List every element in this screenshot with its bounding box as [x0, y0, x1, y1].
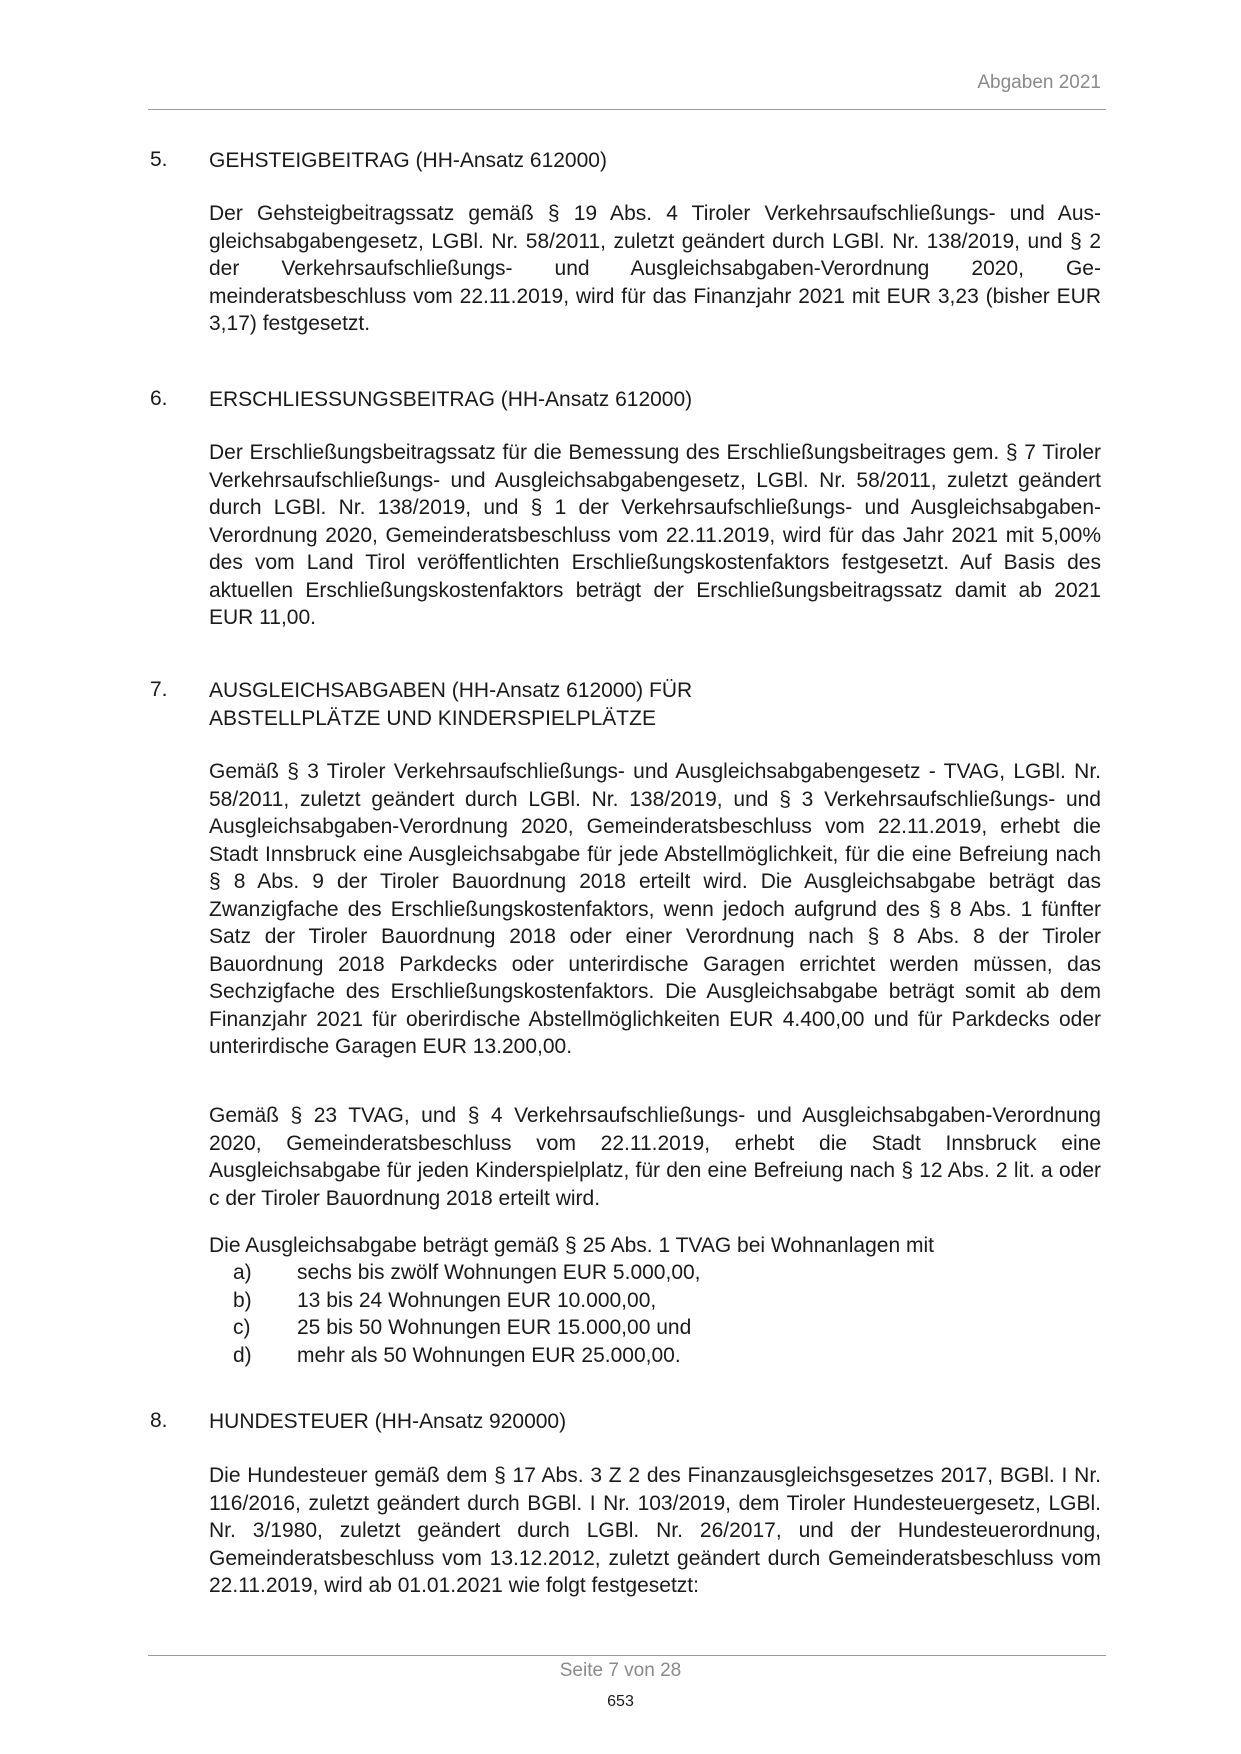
section-7-title-line1: AUSGLEICHSABGABEN (HH-Ansatz 612000) FÜR — [209, 679, 693, 702]
section-7-paragraph-3: Die Ausgleichsabgabe beträgt gemäß § 25 Abs. 1 TVAG bei Wohnanlagen mit — [209, 1234, 934, 1257]
section-6-paragraph: Der Erschließungsbeitragssatz für die Bemessung des Erschließungsbeitrages gem. § 7 Tiroler Verkehrsaufschließungs- und Ausgleichsabgabengesetz, LGBl. Nr. 58/2011, zuletzt geändert durch LGBl. Nr. 138/2019, und § 1 der Verkehrsaufschließungs- und Ausgleichsabgaben-Verordnung 2020, Gemeinderatsbeschluss vom 22.11.2019, wird für das Jahr 2021 mit 5,00% des vom Land Tirol veröffentlichten Erschließungskostenfaktors festgesetzt. Auf Basis des aktuellen Erschließungskostenfaktors beträgt der Erschließungsbeitragssatz damit ab 2021 EUR 11,00. — [209, 441, 1101, 629]
list-item — [209, 1259, 1101, 1287]
list-item-letter: b) — [233, 1288, 252, 1312]
section-5-number: 5. — [150, 148, 168, 171]
section-8-paragraph: Die Hundesteuer gemäß dem § 17 Abs. 3 Z 2 des Finanzausgleichsgesetzes 2017, BGBl. I Nr. 116/2016, zuletzt geändert durch BGBl. I Nr. 103/2019, dem Tiroler Hundesteuergesetz, LGBl. Nr. 3/1980, zuletzt geändert durch LGBl. Nr. 26/2017, und der Hundesteuerordnung, Gemeinderatsbeschluss vom 13.12.2012, zuletzt geändert durch Gemeinderatsbeschluss vom 22.11.2019, wird ab 01.01.2021 wie folgt festgesetzt: — [209, 1464, 1101, 1597]
section-7-list — [209, 1259, 1101, 1369]
list-item-letter: d) — [233, 1343, 252, 1367]
section-7-paragraph-2: Gemäß § 23 TVAG, und § 4 Verkehrsaufschließungs- und Ausgleichsabgaben-Verordnung 2020, Gemeinderatsbeschluss vom 22.11.2019, erhebt die Stadt Innsbruck eine Ausgleichsabgabe für jeden Kinderspielplatz, für den eine Befreiung nach § 12 Abs. 2 lit. a oder c der Tiroler Bauordnung 2018 erteilt wird. — [209, 1104, 1101, 1210]
section-7-title — [209, 677, 692, 732]
footer-page-number: 653 — [607, 1693, 634, 1710]
section-8-title: HUNDESTEUER (HH-Ansatz 920000) — [209, 1410, 567, 1433]
page-header-title: Abgaben 2021 — [977, 72, 1101, 93]
list-item — [209, 1342, 1101, 1370]
list-item — [209, 1287, 1101, 1315]
list-item — [209, 1314, 1101, 1342]
section-8-number: 8. — [150, 1409, 168, 1432]
section-6-title: ERSCHLIESSUNGSBEITRAG (HH-Ansatz 612000) — [209, 388, 693, 411]
list-item-text: mehr als 50 Wohnungen EUR 25.000,00. — [297, 1343, 681, 1367]
footer-rule — [148, 1655, 1106, 1656]
section-7-number: 7. — [150, 678, 168, 701]
list-item-text: 13 bis 24 Wohnungen EUR 10.000,00, — [297, 1288, 657, 1312]
list-item-text: sechs bis zwölf Wohnungen EUR 5.000,00, — [297, 1261, 701, 1284]
footer-page-label: Seite 7 von 28 — [559, 1660, 682, 1681]
list-item-letter: c) — [233, 1316, 251, 1339]
section-6-number: 6. — [150, 387, 168, 410]
list-item-text: 25 bis 50 Wohnungen EUR 15.000,00 und — [297, 1316, 692, 1339]
section-5-title: GEHSTEIGBEITRAG (HH-Ansatz 612000) — [209, 149, 607, 172]
list-item-letter: a) — [233, 1261, 252, 1284]
header-rule — [148, 109, 1106, 110]
section-5-paragraph: Der Gehsteigbeitragssatz gemäß § 19 Abs. 4 Tiroler Verkehrsaufschließungs- und Ausgleichsabgabengesetz, LGBl. Nr. 58/2011, zuletzt geändert durch LGBl. Nr. 138/2019, und § 2 der Verkehrsaufschließungs- und Ausgleichsabgaben-Verordnung 2020, Gemeinderatsbeschluss vom 22.11.2019, wird für das Finanzjahr 2021 mit EUR 3,23 (bisher EUR 3,17) festgesetzt. — [209, 202, 1101, 335]
section-7-title-line2: ABSTELLPLÄTZE UND KINDERSPIELPLÄTZE — [209, 706, 656, 730]
section-7-paragraph-1: Gemäß § 3 Tiroler Verkehrsaufschließungs- und Ausgleichsabgabengesetz - TVAG, LGBl. Nr. 58/2011, zuletzt geändert durch LGBl. Nr. 138/2019, und § 3 Verkehrsaufschließungs- und Ausgleichsabgaben-Verordnung 2020, Gemeinderatsbeschluss vom 22.11.2019, erhebt die Stadt Innsbruck eine Ausgleichsabgabe für jede Abstellmöglichkeit, für die eine Befreiung nach § 8 Abs. 9 der Tiroler Bauordnung 2018 erteilt wird. Die Ausgleichsabgabe beträgt das Zwanzigfache des Erschließungskostenfaktors, wenn jedoch aufgrund des § 8 Abs. 1 fünfter Satz der Tiroler Bauordnung 2018 oder einer Verordnung nach § 8 Abs. 8 der Tiroler Bauordnung 2018 Parkdecks oder unterirdische Garagen errichtet werden müssen, das Sechzigfache des Erschließungskostenfaktors. Die Ausgleichsabgabe beträgt somit ab dem Finanzjahr 2021 für oberirdische Abstellmöglichkeiten EUR 4.400,00 und für Parkdecks oder unterirdische Garagen EUR 13.200,00. — [209, 760, 1101, 1058]
